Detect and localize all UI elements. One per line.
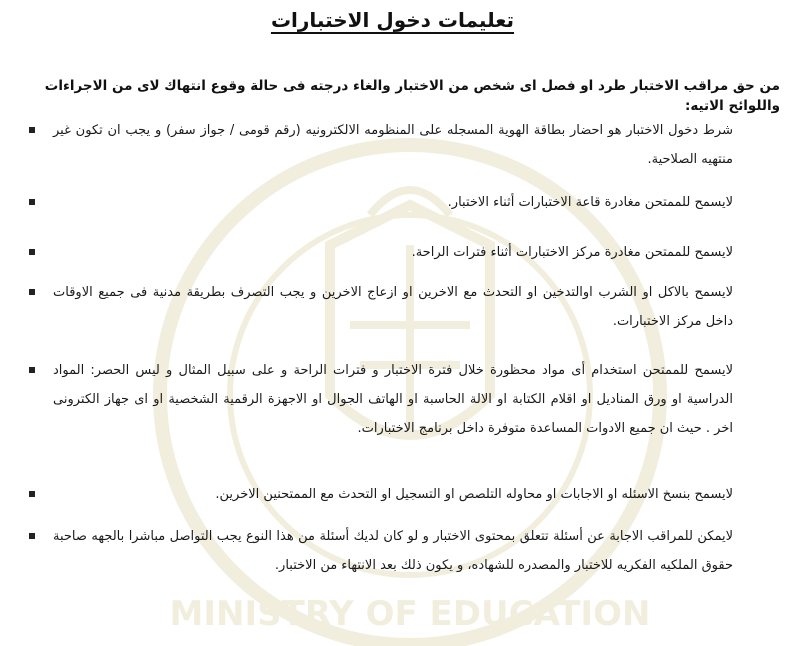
square-bullet-icon <box>29 199 35 205</box>
page-title: تعليمات دخول الاختبارات <box>270 8 515 32</box>
list-item <box>33 116 733 182</box>
square-bullet-icon <box>29 367 35 373</box>
rules-list <box>0 116 785 592</box>
list-item <box>33 278 733 356</box>
rule-text: لايسمح للممتحن مغادرة مركز الاختبارات أثناء فترات الراحة. <box>411 245 733 260</box>
square-bullet-icon <box>29 289 35 295</box>
rule-text: شرط دخول الاختبار هو احضار بطاقة الهوية المسجله على المنظومه الالكترونيه (رقم قومى / جواز سفر) و يجب ان تكون غير منتهيه الصلاحية. <box>53 123 733 167</box>
intro-paragraph: من حق مراقب الاختبار طرد او فصل اى شخص من الاختبار والغاء درجته فى حالة وقوع انتهاك لاى من الاجراءات واللوائح الاتيه: <box>44 78 780 114</box>
list-item <box>33 188 733 238</box>
rule-text: لايسمح للممتحن مغادرة قاعة الاختبارات أثناء الاختبار. <box>447 195 733 210</box>
list-item <box>33 480 733 522</box>
rule-text: لايسمح للممتحن استخدام أى مواد محظورة خلال فترة الاختبار و فترات الراحة و على سبيل المثال و ليس الحصر: المواد الدراسية او ورق المناديل او اقلام الكتابة او الالة الحاسبة او الهاتف الجوال او الاجهزة الرقمية الشخصية او اى جهاز الكترونى اخر . حيث ان جميع الادوات المساعدة متوفرة داخل برنامج الاختبارات. <box>53 363 733 436</box>
square-bullet-icon <box>29 491 35 497</box>
square-bullet-icon <box>29 533 35 539</box>
rule-text: لايمكن للمراقب الاجابة عن أسئلة تتعلق بمحتوى الاختبار و لو كان لديك أسئلة من هذا النوع يجب التواصل مباشرا بالجهه صاحبة حقوق الملكيه الفكريه للاختبار والمصدره للشهاده، و يكون ذلك بعد الانتهاء من الاختبار. <box>53 529 733 573</box>
list-item <box>33 238 733 278</box>
square-bullet-icon <box>29 127 35 133</box>
rule-text: لايسمح بالاكل او الشرب اوالتدخين او التحدث مع الاخرين او ازعاج الاخرين و يجب التصرف بطريقة مدنية فى جميع الاوقات داخل مركز الاختبارات. <box>53 285 733 329</box>
rule-text: لايسمح بنسخ الاسئله او الاجابات او محاوله التلصص او التسجيل او التحدث مع الممتحنين الاخرين. <box>215 487 733 502</box>
list-item <box>33 522 733 592</box>
list-item <box>33 356 733 480</box>
watermark-text: MINISTRY OF EDUCATION <box>169 594 651 634</box>
square-bullet-icon <box>29 249 35 255</box>
